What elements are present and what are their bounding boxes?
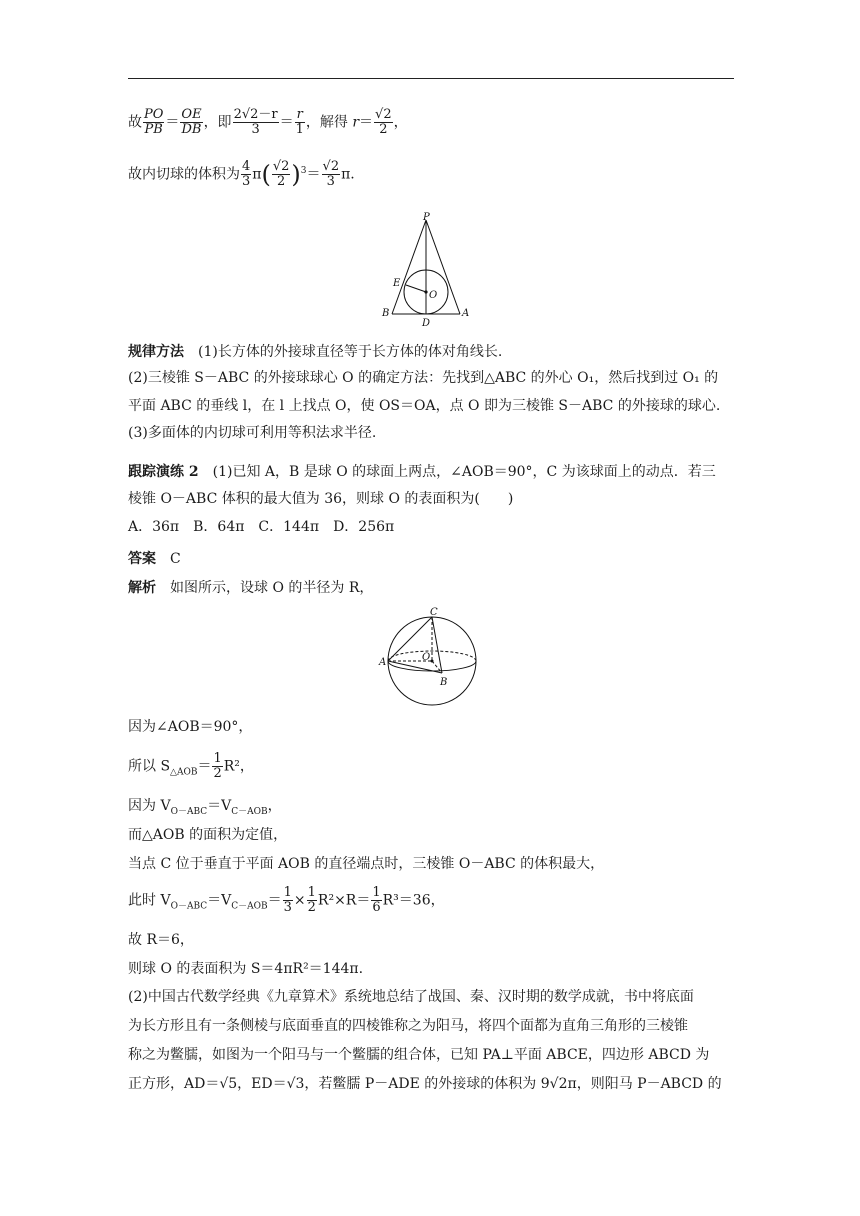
equals: ＝ (359, 114, 374, 131)
numerator: √2 (375, 107, 392, 122)
fraction (143, 108, 164, 137)
pi: π (252, 166, 262, 183)
text: R²×R＝ (317, 892, 371, 909)
fraction (233, 108, 279, 137)
text: 如图所示，设球 O 的半径为 R， (170, 580, 374, 596)
step-5: 当点 C 位于垂直于平面 AOB 的直径端点时，三棱锥 O－ABC 的体积最大， (128, 856, 605, 872)
equals: ＝ (197, 758, 212, 775)
sphere-figure (376, 605, 486, 709)
text: 所以 S (128, 758, 171, 775)
label-E: E (393, 278, 401, 289)
answer-value: C (170, 551, 181, 567)
exponent: 3 (300, 165, 307, 176)
fraction (212, 752, 222, 781)
part2-line-4: 正方形，AD＝√5，ED＝√3，若鳖臑 P－ADE 的外接球的体积为 9√2π，则阳马 P－ABCD 的 (128, 1076, 722, 1092)
text: 故内切球的体积为 (128, 166, 240, 183)
denominator: 1 (295, 122, 304, 137)
part2-line-2: 为长方形且有一条侧棱与底面垂直的四棱锥称之为阳马，将四个面都为直角三角形的三棱锥 (128, 1018, 688, 1034)
label-B: B (382, 308, 390, 319)
step-1: 因为∠AOB＝90°， (128, 719, 253, 735)
denominator: 3 (283, 900, 292, 915)
fraction (295, 108, 305, 137)
header-rule (128, 78, 734, 79)
equals: ＝ (267, 892, 282, 909)
step-6 (128, 886, 445, 915)
practice-line-2: 棱锥 O－ABC 体积的最大值为 36，则球 O 的表面积为( ) (128, 491, 514, 507)
numerator: 1 (372, 885, 381, 900)
label-A: A (462, 308, 470, 319)
text: ＝V (207, 798, 232, 814)
fraction (283, 886, 293, 915)
analysis-line (128, 579, 373, 597)
text: ，即 (203, 114, 232, 131)
fraction (374, 108, 393, 137)
equation-volume (128, 160, 355, 189)
denominator: 2 (307, 900, 316, 915)
denominator: 2 (213, 766, 222, 781)
text: 因为 V (128, 798, 171, 814)
text: R³＝36， (382, 892, 445, 909)
method-line-2: (2)三棱锥 S－ABC 的外接球球心 O 的确定方法：先找到△ABC 的外心 O₁，然后找到过 O₁ 的 (128, 370, 719, 386)
label-P: P (423, 212, 430, 223)
equals: ＝ (165, 114, 180, 131)
denominator: 3 (251, 122, 260, 137)
numerator: 1 (283, 885, 292, 900)
fraction (241, 160, 251, 189)
fraction (307, 886, 317, 915)
label-O: O (422, 652, 431, 663)
analysis-label: 解析 (128, 580, 156, 596)
label-B: B (440, 677, 448, 688)
text: R²， (223, 758, 254, 775)
part2-line-1: (2)中国古代数学经典《九章算术》系统地总结了战国、秦、汉时期的数学成就，书中将底面 (128, 989, 694, 1005)
denominator: 2 (379, 122, 388, 137)
subscript: C－AOB (231, 806, 268, 817)
step-7: 故 R＝6， (128, 932, 194, 948)
numerator: 1 (307, 885, 316, 900)
numerator: PO (144, 107, 164, 122)
variable: r (352, 114, 360, 131)
fraction (322, 160, 341, 189)
method-line-3: 平面 ABC 的垂线 l，在 l 上找点 O，使 OS＝OA，点 O 即为三棱锥 S－ABC 的外接球的球心. (128, 398, 721, 414)
text: (1)长方体的外接球直径等于长方体的体对角线长. (198, 344, 503, 360)
subscript: △AOB (170, 767, 198, 778)
label-O: O (429, 290, 438, 301)
text: ，解得 (305, 114, 353, 131)
text: ， (267, 798, 282, 814)
triangle-incircle-figure (378, 212, 478, 332)
text: π. (341, 166, 355, 183)
step-2 (128, 752, 254, 781)
times: × (293, 892, 306, 909)
label-C: C (430, 607, 438, 618)
equation-ratio (128, 108, 408, 137)
method-title: 规律方法 (128, 344, 184, 360)
denominator: DB (181, 122, 202, 137)
step-3 (128, 797, 282, 821)
fraction (180, 108, 202, 137)
numerator: 1 (213, 751, 222, 766)
step-8: 则球 O 的表面积为 S＝4πR²＝144π. (128, 961, 364, 977)
fraction (272, 160, 291, 189)
text: ， (393, 114, 408, 131)
label-A: A (379, 657, 387, 668)
text: ＝V (207, 892, 232, 909)
method-line-1 (128, 343, 502, 361)
numerator: 4 (242, 159, 251, 174)
numerator: OE (181, 107, 202, 122)
subscript: C－AOB (231, 901, 268, 912)
numerator: 2√2－r (233, 107, 278, 122)
denominator: 6 (372, 900, 381, 915)
text: (1)已知 A，B 是球 O 的球面上两点，∠AOB＝90°，C 为该球面上的动点．若三 (212, 464, 716, 480)
method-line-4: (3)多面体的内切球可利用等积法求半径. (128, 425, 377, 441)
practice-title: 跟踪演练 2 (128, 464, 199, 480)
text: 此时 V (128, 892, 171, 909)
bracket-open: ( (261, 160, 271, 189)
step-4: 而△AOB 的面积为定值， (128, 827, 288, 843)
text: 故 (128, 114, 142, 131)
fraction (371, 886, 381, 915)
label-D: D (422, 318, 431, 329)
practice-line-1 (128, 463, 716, 481)
answer-options: A．36π B．64π C．144π D．256π (128, 519, 395, 535)
answer-line (128, 550, 181, 568)
equals: ＝ (306, 166, 321, 183)
denominator: 3 (242, 174, 251, 189)
numerator: r (295, 108, 305, 123)
numerator: √2 (272, 159, 290, 174)
subscript: O－ABC (170, 901, 208, 912)
denominator: 3 (326, 174, 335, 189)
denominator: PB (144, 122, 163, 137)
equals: ＝ (279, 114, 294, 131)
answer-label: 答案 (128, 551, 156, 567)
part2-line-3: 称之为鳖臑，如图为一个阳马与一个鳖臑的组合体，已知 PA⊥平面 ABCE，四边形 ABCD 为 (128, 1047, 710, 1063)
numerator: √2 (322, 159, 340, 174)
subscript: O－ABC (170, 806, 208, 817)
denominator: 2 (277, 174, 286, 189)
bracket-close: ) (291, 160, 301, 189)
